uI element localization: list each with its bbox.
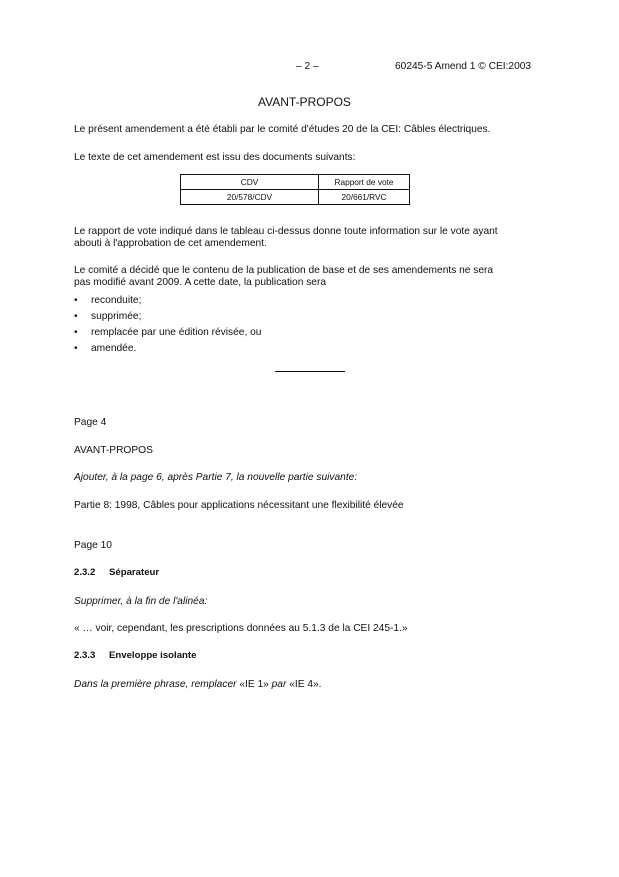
- table-header-cell: Rapport de vote: [319, 175, 410, 190]
- list-item-text: remplacée par une édition révisée, ou: [91, 327, 262, 338]
- documents-intro: Le texte de cet amendement est issu des documents suivants:: [74, 152, 356, 163]
- bullet-icon: •: [74, 295, 78, 306]
- bullet-list: [74, 293, 261, 357]
- document-reference: 60245-5 Amend 1 © CEI:2003: [395, 61, 532, 72]
- list-item: [74, 325, 261, 341]
- instruction-text: par: [268, 679, 290, 690]
- list-item-text: reconduite;: [91, 295, 142, 306]
- committee-paragraph-line2: pas modifié avant 2009. A cette date, la publication sera: [74, 277, 327, 288]
- section-2-3-2-instruction: Supprimer, à la fin de l'alinéa:: [74, 596, 208, 607]
- bullet-icon: •: [74, 311, 78, 322]
- new-value: «IE 4»: [289, 679, 319, 690]
- table-cell: 20/578/CDV: [181, 190, 319, 205]
- voting-documents-table: [180, 174, 410, 205]
- page4-text: Partie 8: 1998, Câbles pour applications nécessitant une flexibilité élevée: [74, 500, 404, 511]
- table-row: [181, 190, 410, 205]
- bullet-icon: •: [74, 327, 78, 338]
- list-item: [74, 293, 261, 309]
- vote-paragraph-line1: Le rapport de vote indiqué dans le tableau ci-dessus donne toute information sur le vote ayant: [74, 226, 498, 237]
- section-number: 2.3.2: [74, 567, 96, 578]
- table-header-row: [181, 175, 410, 190]
- page10-label: Page 10: [74, 540, 112, 551]
- section-2-3-3-instruction: [74, 679, 322, 692]
- foreword-title: AVANT-PROPOS: [258, 95, 351, 109]
- old-value: «IE 1»: [239, 679, 269, 690]
- list-item-text: supprimée;: [91, 311, 142, 322]
- table-cell: 20/661/RVC: [319, 190, 410, 205]
- section-2-3-2-heading: [74, 567, 159, 580]
- list-item: [74, 309, 261, 325]
- list-item-text: amendée.: [91, 343, 137, 354]
- section-2-3-3-heading: [74, 650, 196, 663]
- instruction-text: Dans la première phrase, remplacer: [74, 679, 240, 690]
- instruction-text: .: [318, 679, 322, 690]
- page4-heading: AVANT-PROPOS: [74, 445, 153, 456]
- section-title: Enveloppe isolante: [109, 650, 197, 661]
- section-number: 2.3.3: [74, 650, 96, 661]
- committee-paragraph-line1: Le comité a décidé que le contenu de la publication de base et de ses amendements ne sera: [74, 265, 494, 276]
- bullet-icon: •: [74, 343, 78, 354]
- page4-label: Page 4: [74, 417, 107, 428]
- section-2-3-2-text: « … voir, cependant, les prescriptions données au 5.1.3 de la CEI 245-1.»: [74, 623, 408, 634]
- foreword-intro: Le présent amendement a été établi par le comité d'études 20 de la CEI: Câbles électriques.: [74, 124, 491, 135]
- section-divider: [275, 371, 345, 372]
- page4-instruction: Ajouter, à la page 6, après Partie 7, la nouvelle partie suivante:: [74, 472, 358, 483]
- page-number: – 2 –: [296, 61, 319, 72]
- section-title: Séparateur: [109, 567, 160, 578]
- list-item: [74, 341, 261, 357]
- table-header-cell: CDV: [181, 175, 319, 190]
- vote-paragraph-line2: abouti à l'approbation de cet amendement.: [74, 238, 267, 249]
